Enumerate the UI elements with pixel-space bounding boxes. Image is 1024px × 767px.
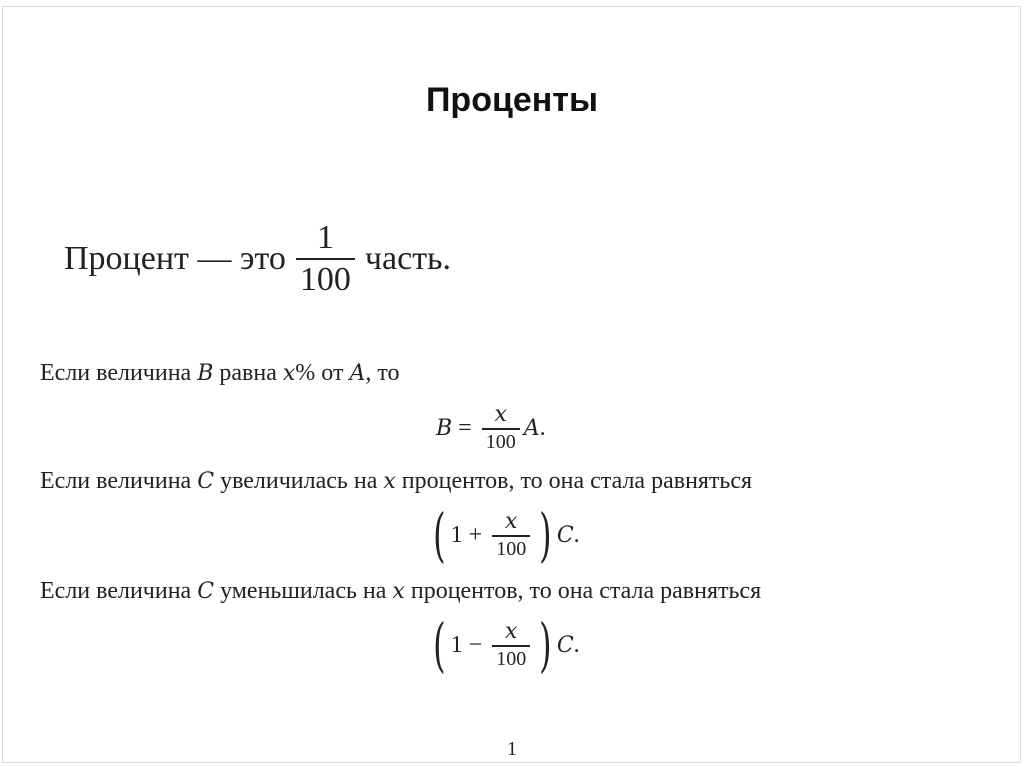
formula-1-numerator: x <box>494 402 507 428</box>
rule-1-formula <box>436 398 546 458</box>
rule-3-text-b: уменьшилась на <box>220 578 387 604</box>
formula-3-one: 1 <box>450 631 463 658</box>
formula-3-operator: − <box>468 631 483 658</box>
formula-2-fraction <box>492 510 530 560</box>
rule-3-var-c: C <box>197 579 215 604</box>
formula-2-close-paren: ) <box>539 501 552 569</box>
formula-3-numerator: x <box>504 619 518 645</box>
fraction-bar <box>296 258 355 260</box>
formula-3-end: . <box>573 631 580 658</box>
rule-2-var-x: x <box>383 469 396 494</box>
rule-2-text <box>40 466 752 497</box>
formula-1-bar <box>482 428 520 430</box>
rule-2-text-c: процентов, то она стала равняться <box>401 468 753 494</box>
formula-2-open-paren: ( <box>433 501 446 569</box>
slide-title: Проценты <box>425 81 598 119</box>
formula-2-operator: + <box>468 521 483 548</box>
formula-3-denominator: 100 <box>496 647 527 670</box>
rule-2-text-b: увеличилась на <box>220 468 378 494</box>
formula-2-one: 1 <box>450 521 463 548</box>
fraction-numerator: 1 <box>316 219 334 257</box>
rule-1-var-b: B <box>197 361 214 386</box>
rule-1-text-c: % от <box>295 360 344 386</box>
rule-1-var-a: A <box>349 361 366 386</box>
rule-1-var-x: x <box>282 361 296 386</box>
rule-3-formula <box>428 612 580 678</box>
formula-3-open-paren: ( <box>433 611 446 679</box>
fraction-denominator: 100 <box>299 261 351 298</box>
formula-2-end: . <box>573 521 580 548</box>
formula-3-fraction <box>492 620 530 670</box>
formula-1-equals: = <box>458 414 472 441</box>
formula-1-denominator: 100 <box>485 430 516 453</box>
definition-suffix: часть. <box>364 240 452 277</box>
formula-3-var: C <box>556 632 574 658</box>
formula-3-bar <box>492 645 530 647</box>
rule-3-var-x: x <box>392 579 405 604</box>
percent-definition <box>64 214 451 304</box>
formula-1-fraction <box>482 403 520 453</box>
rule-1-text-d: , то <box>365 360 400 386</box>
formula-2-numerator: x <box>504 509 518 535</box>
rule-1-text <box>40 358 400 389</box>
formula-2-var: C <box>556 522 574 548</box>
rule-1-text-a: Если величина <box>40 360 192 386</box>
definition-prefix: Процент — это <box>64 240 286 277</box>
rule-2-text-a: Если величина <box>40 468 192 494</box>
rule-3-text-c: процентов, то она стала равняться <box>410 578 762 604</box>
definition-fraction <box>296 220 355 297</box>
formula-1-lhs: B <box>436 415 453 441</box>
page-number: 1 <box>507 738 517 760</box>
rule-2-var-c: C <box>197 469 215 494</box>
formula-1-end: . <box>539 414 546 441</box>
formula-1-rhs: A <box>523 415 540 441</box>
rule-3-text-a: Если величина <box>40 578 192 604</box>
formula-2-denominator: 100 <box>496 537 527 560</box>
rule-3-text <box>40 576 761 607</box>
rule-2-formula <box>428 502 580 568</box>
formula-2-bar <box>492 535 530 537</box>
formula-3-close-paren: ) <box>539 611 552 679</box>
rule-1-text-b: равна <box>219 360 277 386</box>
